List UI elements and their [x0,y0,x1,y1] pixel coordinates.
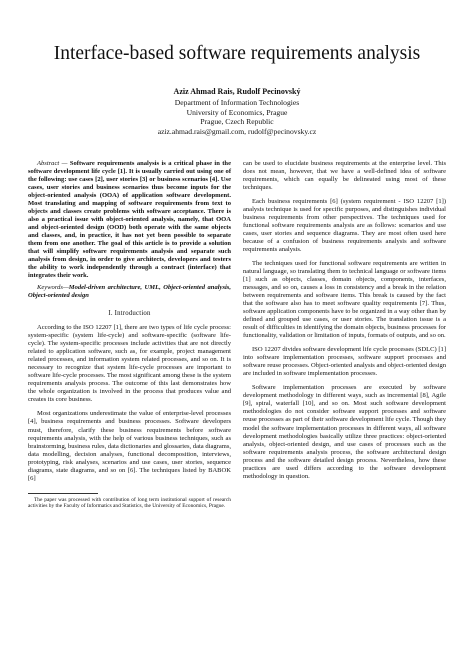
author-city: Prague, Czech Republic [200,117,274,127]
paragraph: According to the ISO 12207 [1], there are two types of life cycle process: system-specific (system life-cycle) and software-specific (software life-cycle). The system-specific processes include activities that are not directly related to application software, such as, for example, project management related processes, and information system related processes, and so on. It is necessary to recognize that system life-cycle processes are important to software life-cycle processes. The most significant among these is the system requirements analysis process. The outcome of this last demonstrates how the whole organization is involved in the process that produces value and creates its core business. [28,324,231,404]
footnote-divider [28,493,98,494]
footnote: The paper was processed with contribution of long term institutional support of research activities by the Faculty of Informatics and Statistics, the University of Economics, Prague. [28,496,231,510]
abstract-lead: Abstract — [37,160,68,168]
keywords [28,284,231,300]
author-university: University of Economics, Prague [186,107,288,117]
author-department: Department of Information Technologies [174,98,300,108]
author-names: Aziz Ahmad Rais, Rudolf Pecinovský [173,87,301,96]
paragraph: ISO 12207 divides software development life cycle processes (SDLC) [1] into software implementation processes, software support processes and software reuse processes. Object-oriented analysis and object-oriented design are included in software implementation processes. [243,346,446,378]
section-heading-introduction: I. Introduction [108,310,151,318]
keywords-text: Model-driven architecture, UML, Object-oriented analysis, Object-oriented design [28,284,231,300]
paragraph: Each business requirements [6] (system requirement - ISO 12207 [1]) analysis technique is used for specific purposes, and distinguishes individual business requirements from other perspectives. The techniques used for functional software requirements analysis are as follows: scenarios and use cases, user stories and sequence diagrams. They are most often used here because of a confusion of business requirements analysis and software requirements analysis. [243,198,446,254]
paragraph: Most organizations underestimate the value of enterprise-level processes [4], business requirements and business processes. Software developers must, therefore, clarify these business requirements before software requirements analysis, with the help of various business techniques, such as brainstorming, business rules, data dictionaries and glossaries, data diagrams, data modelling, decision analyses, functional decomposition, interviews, prototyping, risk analyses, scenarios and use cases, user stories, sequence diagrams, state diagrams, and so on [6]. The techniques listed by BABOK [6] [28,410,231,482]
left-column [28,160,231,509]
abstract [28,160,231,280]
author-block [28,87,446,136]
paper-title: Interface-based software requirements analysis [53,43,421,64]
keywords-lead: Keywords— [37,284,69,292]
abstract-text: Software requirements analysis is a critical phase in the software development life cycle [1]. It is usually carried out using one of the following: use cases [2], user stories [3] or business scenarios [4]. Use cases, user stories and business scenarios thus become inputs for the object-oriented analysis (OOA) of application software development. Most translating and mapping of software requirements from text to objects and classes create problems with software acceptance. There is also a practical issue with object-oriented analysis, namely, that OOA and object-oriented design (OOD) both operate with the same objects and classes, and, in practice, it has not yet been possible to separate them from one another. The goal of this article is to provide a solution that will simplify software requirements analysis and separate such analysis from design, in order to give architects, developers and testers the ability to work independently through a contract (interface) that integrates their work. [28,160,231,280]
paragraph: The techniques used for functional software requirements are written in natural language, so translating them to technical language or software items [1] such as objects, classes, domain objects, components, interfaces, messages, and so on, causes a loss in consistency and a break in the relation between requirements and software items. This break is caused by the fact that the software also has to meet software quality requirements [7]. Thus, software application components have to be organized in a way other than by defined and grouped use cases, or user stories. The translation issue is a result of difficulties in identifying the domain objects, business processes for functionality, validation or limitation of inputs, formats of outputs, and so on. [243,260,446,340]
two-column-body [28,160,446,509]
author-emails: aziz.ahmad.rais@gmail.com, rudolf@pecinovsky.cz [157,126,317,136]
paragraph: can be used to elucidate business requirements at the enterprise level. This does not mean, however, that we have a well-defined idea of software requirements, which can equally be delineated using most of these techniques. [243,160,446,192]
right-column [243,160,446,509]
paragraph: Software implementation processes are executed by software development methodology in different ways, such as incremental [8], Agile [9], spiral, waterfall [10], and so on. Most such software development methodologies do not consider software support processes and software reuse processes as part of their software development life cycle. Though they model the software implementation processes in different ways, all software development methodologies basically utilize three practices: object-oriented analysis, object-oriented design, and use cases of processes such as the software requirements analysis process, the software architectural design process and the software detailed design process. Nevertheless, how these practices are used differs according to the software development methodology in question. [243,384,446,480]
